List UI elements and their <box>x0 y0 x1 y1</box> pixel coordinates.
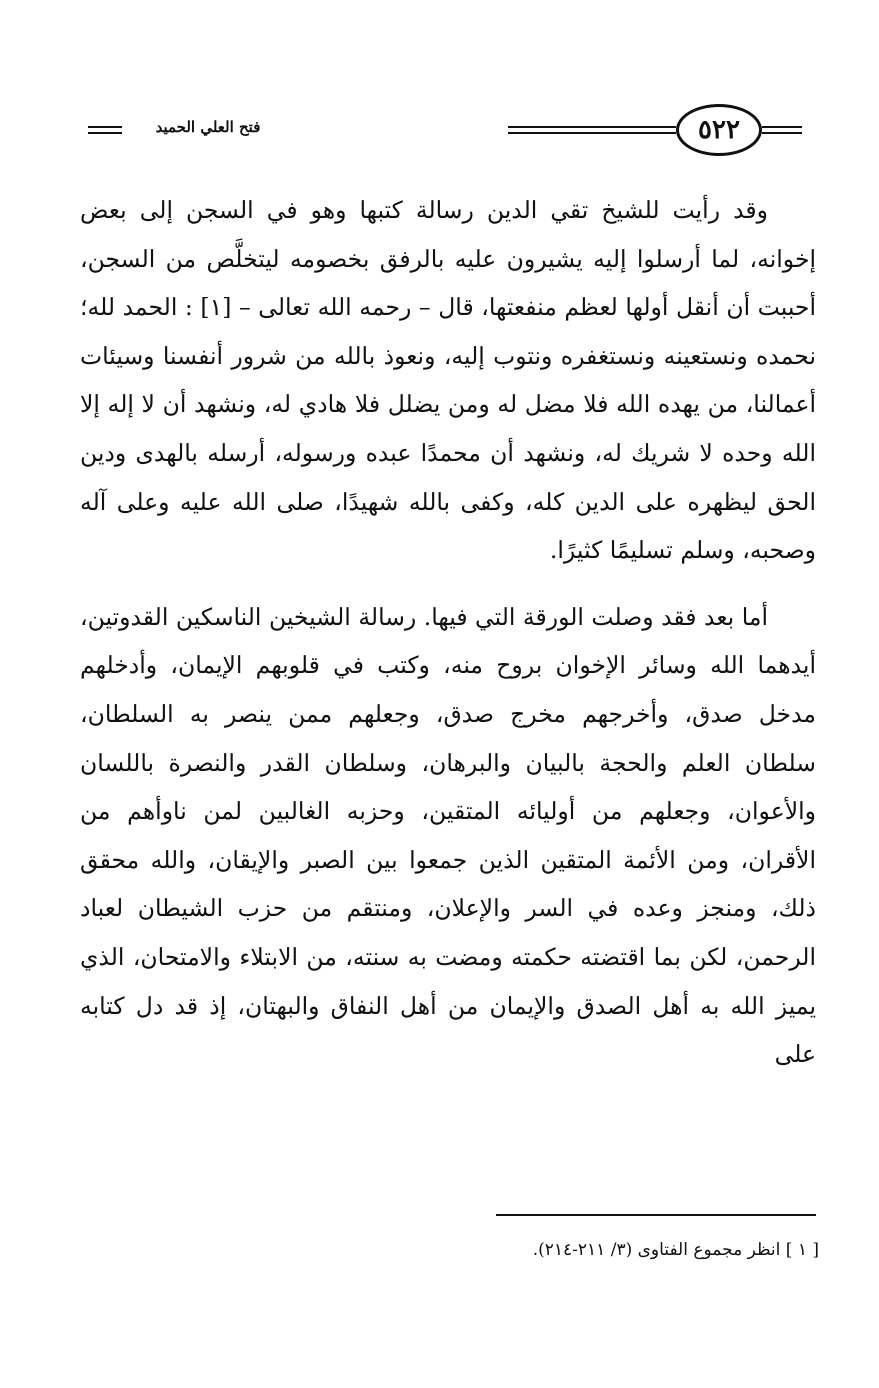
header-rule-right <box>762 126 802 134</box>
paragraph-1: وقد رأيت للشيخ تقي الدين رسالة كتبها وهو في السجن إلى بعض إخوانه، لما أرسلوا إليه يشيرون عليه بالرفق بخصومه ليتخلَّص من السجن، أحببت أن أنقل أولها لعظم منفعتها، قال – رحمه الله تعالى – [١] : الحمد لله؛ نحمده ونستعينه ونستغفره ونتوب إليه، ونعوذ بالله من شرور أنفسنا وسيئات أعمالنا، من يهده الله فلا مضل له ومن يضلل فلا هادي له، ونشهد أن لا إله إلا الله وحده لا شريك له، ونشهد أن محمدًا عبده ورسوله، أرسله بالهدى ودين الحق ليظهره على الدين كله، وكفى بالله شهيدًا، صلى الله عليه وعلى آله وصحبه، وسلم تسليمًا كثيرًا. <box>80 196 816 565</box>
header-rule-left <box>88 126 122 134</box>
running-title: فتح العلي الحميد <box>155 118 261 136</box>
header-rule-middle <box>508 126 676 134</box>
main-text <box>80 186 816 1079</box>
page-number-oval <box>676 104 762 156</box>
paragraph-2: أما بعد فقد وصلت الورقة التي فيها. رسالة الشيخين الناسكين القدوتين، أيدهما الله وسائر الإخوان بروح منه، وكتب في قلوبهم الإيمان، وأدخلهم مدخل صدق، وأخرجهم مخرج صدق، وجعلهم ممن ينصر به السلطان، سلطان العلم والحجة بالبيان والبرهان، وسلطان القدر والنصرة باللسان والأعوان، وجعلهم من أوليائه المتقين، وحزبه الغالبين لمن ناوأهم من الأقران، ومن الأئمة المتقين الذين جمعوا بين الصبر والإيقان، والله محقق ذلك، ومنجز وعده في السر والإعلان، ومنتقم من حزب الشيطان لعباد الرحمن، لكن بما اقتضته حكمته ومضت به سنته، من الابتلاء والامتحان، الذي يميز الله به أهل الصدق والإيمان من أهل النفاق والبهتان، إذ قد دل كتابه على <box>80 602 816 1069</box>
page-header <box>0 104 879 164</box>
page-number: ٥٢٢ <box>698 115 740 145</box>
footnote: [ ١ ] انظر مجموع الفتاوى (٣/ ٢١١-٢١٤). <box>532 1240 819 1260</box>
footnote-separator <box>496 1214 816 1216</box>
